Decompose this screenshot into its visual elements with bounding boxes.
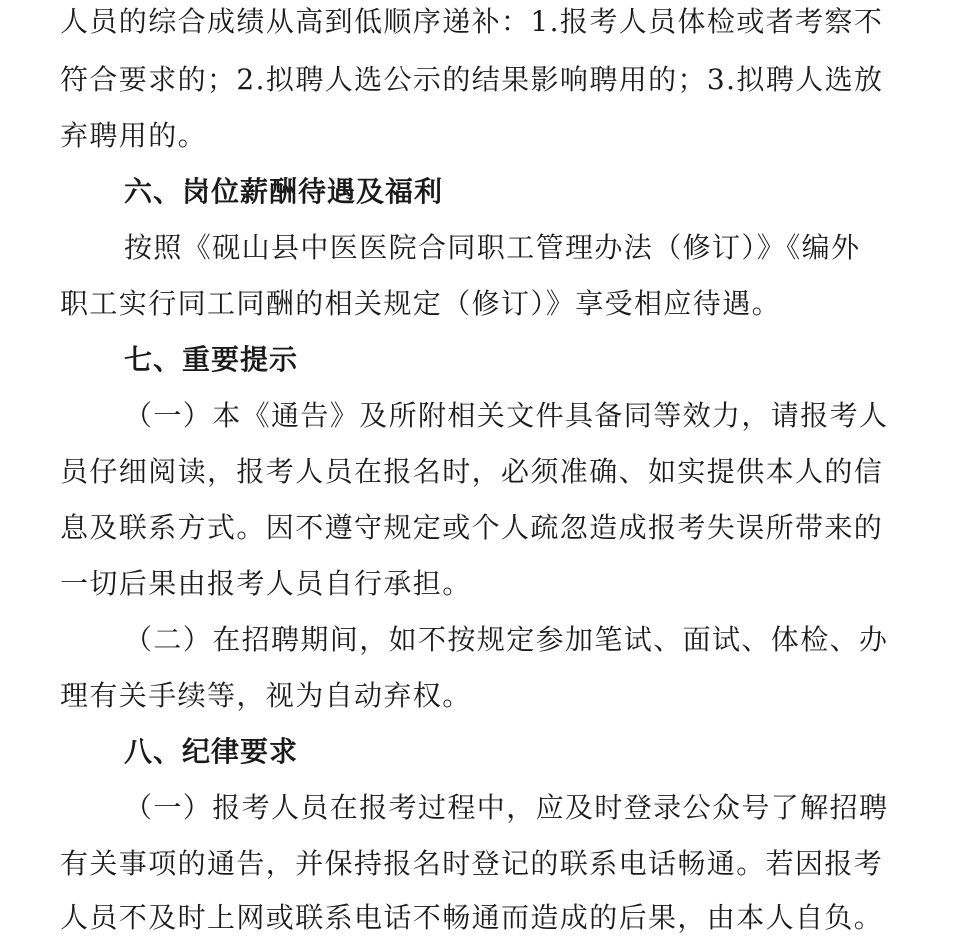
section-6-heading: 六、岗位薪酬待遇及福利 xyxy=(124,175,444,208)
section-7-heading: 七、重要提示 xyxy=(124,343,299,376)
section-8-item-1-line-3: 人员不及时上网或联系电话不畅通而造成的后果，由本人自负。 xyxy=(60,901,884,934)
backfill-line-2: 符合要求的；2.拟聘人选公示的结果影响聘用的；3.拟聘人选放 xyxy=(60,63,884,96)
section-7-item-1-line-4: 一切后果由报考人员自行承担。 xyxy=(60,567,472,600)
section-7-item-1-line-2: 员仔细阅读，报考人员在报名时，必须准确、如实提供本人的信 xyxy=(60,455,884,488)
section-7-item-1-line-1: （一）本《通告》及所附相关文件具备同等效力，请报考人 xyxy=(124,399,889,432)
section-8-item-1-line-1: （一）报考人员在报考过程中，应及时登录公众号了解招聘 xyxy=(124,791,889,824)
section-8-item-1-line-2: 有关事项的通告，并保持报名时登记的联系电话畅通。若因报考 xyxy=(60,847,884,880)
section-6-line-1: 按照《砚山县中医医院合同职工管理办法（修订）》《编外 xyxy=(124,231,861,264)
section-7-item-2-line-1: （二）在招聘期间，如不按规定参加笔试、面试、体检、办 xyxy=(124,623,889,656)
backfill-line-3: 弃聘用的。 xyxy=(60,119,208,152)
section-8-heading: 八、纪律要求 xyxy=(124,735,299,768)
section-7-item-1-line-3: 息及联系方式。因不遵守规定或个人疏忽造成报考失误所带来的 xyxy=(60,511,884,544)
section-7-item-2-line-2: 理有关手续等，视为自动弃权。 xyxy=(60,679,472,712)
section-6-line-2: 职工实行同工同酬的相关规定（修订）》享受相应待遇。 xyxy=(60,287,782,320)
backfill-line-1: 人员的综合成绩从高到低顺序递补：1.报考人员体检或者考察不 xyxy=(60,5,884,38)
